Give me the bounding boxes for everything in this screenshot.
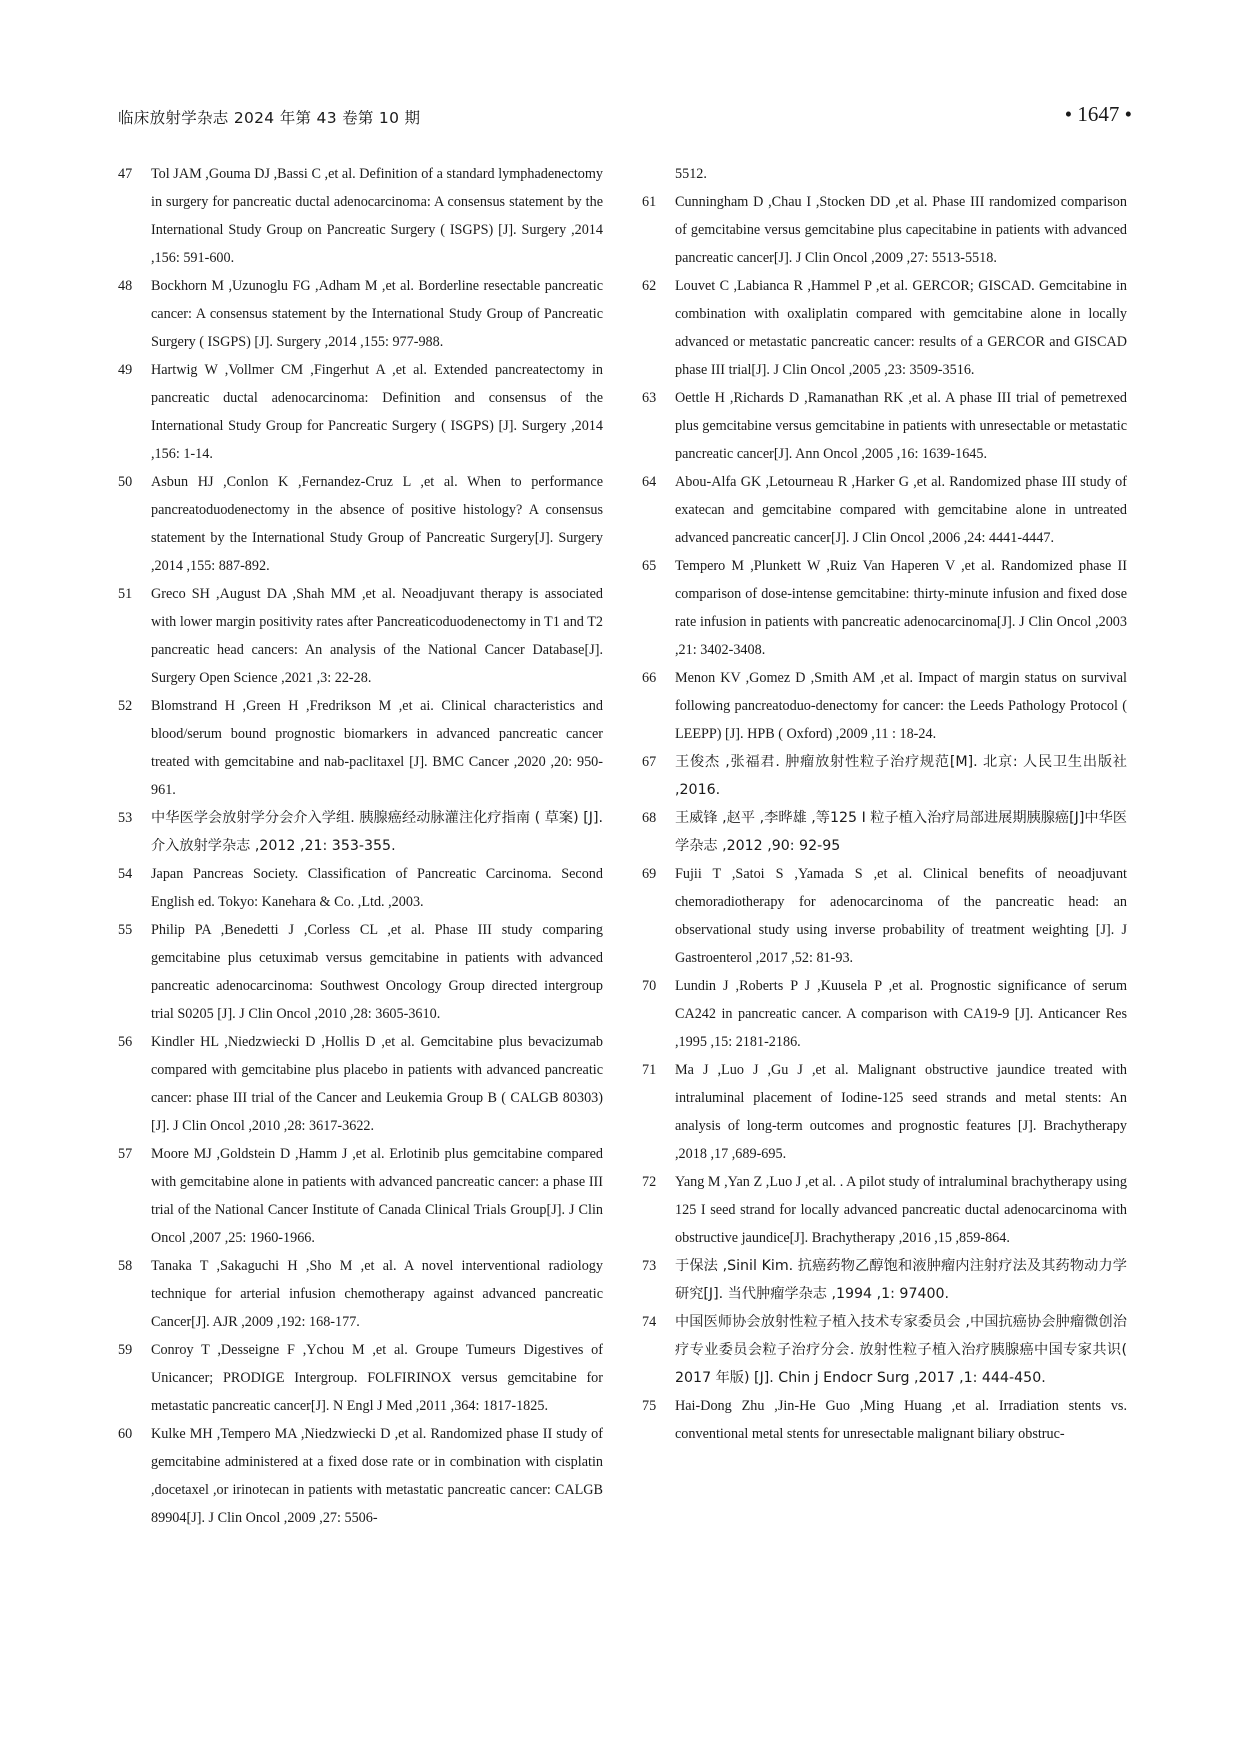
reference-text: Ma J ,Luo J ,Gu J ,et al. Malignant obstructive jaundice treated with intraluminal placement of Iodine-125 seed strands and metal stents: An analysis of long-term outcomes and prognostic features [J]. Brachytherapy ,2018 ,17 ,689-695.	[675, 1062, 1127, 1162]
reference-text: Oettle H ,Richards D ,Ramanathan RK ,et al. A phase III trial of pemetrexed plus gemcitabine versus gemcitabine in patients with unresectable or metastatic pancreatic cancer[J]. Ann Oncol ,2005 ,16: 1639-1645.	[675, 390, 1127, 462]
reference-text: Kulke MH ,Tempero MA ,Niedzwiecki D ,et al. Randomized phase II study of gemcitabine administered at a fixed dose rate or in combination with cisplatin ,docetaxel ,or irinotecan in patients with metastatic pancreatic cancer: CALGB 89904[J]. J Clin Oncol ,2009 ,27: 5506-	[151, 1426, 603, 1526]
reference-number: 69	[642, 866, 657, 882]
reference-text: Japan Pancreas Society. Classification of Pancreatic Carcinoma. Second English ed. Tokyo: Kanehara & Co. ,Ltd. ,2003.	[151, 866, 603, 910]
reference-item	[118, 1420, 603, 1532]
reference-text: Abou-Alfa GK ,Letourneau R ,Harker G ,et al. Randomized phase III study of exatecan and gemcitabine compared with gemcitabine alone in untreated advanced pancreatic cancer[J]. J Clin Oncol ,2006 ,24: 4441-4447.	[675, 474, 1127, 546]
reference-text: Asbun HJ ,Conlon K ,Fernandez-Cruz L ,et al. When to performance pancreatoduodenectomy in the absence of positive histology? A consensus statement by the International Study Group of Pancreatic Surgery[J]. Surgery ,2014 ,155: 887-892.	[151, 474, 603, 574]
reference-number: 56	[118, 1034, 133, 1050]
reference-item	[118, 1028, 603, 1140]
reference-item	[642, 804, 1127, 860]
reference-text: Blomstrand H ,Green H ,Fredrikson M ,et ai. Clinical characteristics and blood/serum bound prognostic biomarkers in advanced pancreatic cancer treated with gemcitabine and nab-paclitaxel [J]. BMC Cancer ,2020 ,20: 950-961.	[151, 698, 603, 798]
reference-number: 47	[118, 166, 133, 182]
reference-number: 62	[642, 278, 657, 294]
reference-number: 54	[118, 866, 133, 882]
reference-item	[642, 664, 1127, 748]
reference-text: Lundin J ,Roberts P J ,Kuusela P ,et al. Prognostic significance of serum CA242 in pancreatic cancer. A comparison with CA19-9 [J]. Anticancer Res ,1995 ,15: 2181-2186.	[675, 978, 1127, 1050]
reference-text: Tol JAM ,Gouma DJ ,Bassi C ,et al. Definition of a standard lymphadenectomy in surgery for pancreatic ductal adenocarcinoma: A consensus statement by the International Study Group on Pancreatic Surgery ( ISGPS) [J]. Surgery ,2014 ,156: 591-600.	[151, 166, 603, 266]
reference-number: 63	[642, 390, 657, 406]
reference-number: 53	[118, 810, 133, 826]
reference-item	[118, 468, 603, 580]
reference-item	[118, 916, 603, 1028]
page-number: • 1647 •	[1064, 102, 1132, 126]
reference-number: 57	[118, 1146, 133, 1162]
reference-number: 68	[642, 810, 657, 826]
reference-number: 48	[118, 278, 133, 294]
reference-number: 52	[118, 698, 133, 714]
reference-text: Philip PA ,Benedetti J ,Corless CL ,et al. Phase III study comparing gemcitabine plus cetuximab versus gemcitabine in patients with advanced pancreatic adenocarcinoma: Southwest Oncology Group directed intergroup trial S0205 [J]. J Clin Oncol ,2010 ,28: 3605-3610.	[151, 922, 603, 1022]
reference-number: 66	[642, 670, 657, 686]
reference-item	[642, 384, 1127, 468]
reference-item	[118, 272, 603, 356]
reference-item	[118, 1140, 603, 1252]
reference-number: 75	[642, 1398, 657, 1414]
reference-text: Fujii T ,Satoi S ,Yamada S ,et al. Clinical benefits of neoadjuvant chemoradiotherapy for adenocarcinoma of the pancreatic head: an observational study using inverse probability of treatment weighting [J]. J Gastroenterol ,2017 ,52: 81-93.	[675, 866, 1127, 966]
reference-number: 73	[642, 1258, 657, 1274]
reference-item	[642, 1252, 1127, 1308]
reference-text: Bockhorn M ,Uzunoglu FG ,Adham M ,et al. Borderline resectable pancreatic cancer: A consensus statement by the International Study Group of Pancreatic Surgery ( ISGPS) [J]. Surgery ,2014 ,155: 977-988.	[151, 278, 603, 350]
reference-number: 55	[118, 922, 133, 938]
right-column	[642, 160, 1127, 1448]
reference-item	[118, 692, 603, 804]
reference-number: 72	[642, 1174, 657, 1190]
reference-text: Hai-Dong Zhu ,Jin-He Guo ,Ming Huang ,et al. Irradiation stents vs. conventional metal stents for unresectable malignant biliary obstruc-	[675, 1398, 1127, 1442]
page-header	[118, 102, 1132, 138]
reference-text: 于保法 ,Sinil Kim. 抗癌药物乙醇饱和液肿瘤内注射疗法及其药物动力学研究[J]. 当代肿瘤学杂志 ,1994 ,1: 97400.	[675, 1258, 1127, 1302]
reference-continuation: 5512.	[675, 166, 707, 182]
reference-item	[642, 272, 1127, 384]
reference-item	[642, 552, 1127, 664]
reference-text: Hartwig W ,Vollmer CM ,Fingerhut A ,et al. Extended pancreatectomy in pancreatic ductal adenocarcinoma: Definition and consensus of the International Study Group for Pancreatic Surgery ( ISGPS) [J]. Surgery ,2014 ,156: 1-14.	[151, 362, 603, 462]
reference-item	[118, 804, 603, 860]
reference-number: 61	[642, 194, 657, 210]
reference-item	[118, 160, 603, 272]
reference-number: 67	[642, 754, 657, 770]
reference-text: Cunningham D ,Chau I ,Stocken DD ,et al. Phase III randomized comparison of gemcitabine versus gemcitabine plus capecitabine in patients with advanced pancreatic cancer[J]. J Clin Oncol ,2009 ,27: 5513-5518.	[675, 194, 1127, 266]
reference-item	[642, 468, 1127, 552]
reference-number: 58	[118, 1258, 133, 1274]
reference-number: 50	[118, 474, 133, 490]
reference-text: Greco SH ,August DA ,Shah MM ,et al. Neoadjuvant therapy is associated with lower margin positivity rates after Pancreaticoduodenectomy in T1 and T2 pancreatic head cancers: An analysis of the National Cancer Database[J]. Surgery Open Science ,2021 ,3: 22-28.	[151, 586, 603, 686]
reference-text: Moore MJ ,Goldstein D ,Hamm J ,et al. Erlotinib plus gemcitabine compared with gemcitabine alone in patients with advanced pancreatic cancer: a phase III trial of the National Cancer Institute of Canada Clinical Trials Group[J]. J Clin Oncol ,2007 ,25: 1960-1966.	[151, 1146, 603, 1246]
reference-text: 中国医师协会放射性粒子植入技术专家委员会 ,中国抗癌协会肿瘤微创治疗专业委员会粒子治疗分会. 放射性粒子植入治疗胰腺癌中国专家共识( 2017 年版) [J]. Chin j Endocr Surg ,2017 ,1: 444-450.	[675, 1314, 1127, 1386]
reference-item	[642, 972, 1127, 1056]
reference-number: 64	[642, 474, 657, 490]
reference-text: Conroy T ,Desseigne F ,Ychou M ,et al. Groupe Tumeurs Digestives of Unicancer; PRODIGE Intergroup. FOLFIRINOX versus gemcitabine for metastatic pancreatic cancer[J]. N Engl J Med ,2011 ,364: 1817-1825.	[151, 1342, 603, 1414]
reference-item	[642, 1056, 1127, 1168]
reference-item	[118, 580, 603, 692]
reference-text: Yang M ,Yan Z ,Luo J ,et al. . A pilot study of intraluminal brachytherapy using 125 I seed strand for locally advanced pancreatic ductal adenocarcinoma with obstructive jaundice[J]. Brachytherapy ,2016 ,15 ,859-864.	[675, 1174, 1127, 1246]
reference-text: Menon KV ,Gomez D ,Smith AM ,et al. Impact of margin status on survival following pancreatoduo-denectomy for cancer: the Leeds Pathology Protocol ( LEEPP) [J]. HPB ( Oxford) ,2009 ,11 : 18-24.	[675, 670, 1127, 742]
reference-item	[642, 1308, 1127, 1392]
reference-number: 71	[642, 1062, 657, 1078]
reference-number: 51	[118, 586, 133, 602]
reference-number: 74	[642, 1314, 657, 1330]
reference-text: 王俊杰 ,张福君. 肿瘤放射性粒子治疗规范[M]. 北京: 人民卫生出版社 ,2016.	[675, 754, 1127, 798]
reference-item	[642, 860, 1127, 972]
reference-item	[642, 1392, 1127, 1448]
reference-number: 49	[118, 362, 133, 378]
reference-number: 59	[118, 1342, 133, 1358]
left-column	[118, 160, 603, 1532]
reference-number: 65	[642, 558, 657, 574]
reference-text: 王威锋 ,赵平 ,李晔雄 ,等125 I 粒子植入治疗局部进展期胰腺癌[J]中华医学杂志 ,2012 ,90: 92-95	[675, 810, 1127, 854]
reference-number: 70	[642, 978, 657, 994]
reference-item	[642, 188, 1127, 272]
reference-text: Louvet C ,Labianca R ,Hammel P ,et al. GERCOR; GISCAD. Gemcitabine in combination with oxaliplatin compared with gemcitabine alone in locally advanced or metastatic pancreatic cancer: results of a GERCOR and GISCAD phase III trial[J]. J Clin Oncol ,2005 ,23: 3509-3516.	[675, 278, 1127, 378]
reference-item	[118, 1336, 603, 1420]
reference-item	[118, 356, 603, 468]
reference-text: Tanaka T ,Sakaguchi H ,Sho M ,et al. A novel interventional radiology technique for arterial infusion chemotherapy against advanced pancreatic Cancer[J]. AJR ,2009 ,192: 168-177.	[151, 1258, 603, 1330]
reference-item	[642, 748, 1127, 804]
journal-title: 临床放射学杂志 2024 年第 43 卷第 10 期	[118, 109, 421, 127]
reference-text: Kindler HL ,Niedzwiecki D ,Hollis D ,et al. Gemcitabine plus bevacizumab compared with gemcitabine plus placebo in patients with advanced pancreatic cancer: phase III trial of the Cancer and Leukemia Group B ( CALGB 80303) [J]. J Clin Oncol ,2010 ,28: 3617-3622.	[151, 1034, 603, 1134]
reference-number: 60	[118, 1426, 133, 1442]
reference-item	[642, 1168, 1127, 1252]
reference-item	[118, 1252, 603, 1336]
reference-text: Tempero M ,Plunkett W ,Ruiz Van Haperen V ,et al. Randomized phase II comparison of dose-intense gemcitabine: thirty-minute infusion and fixed dose rate infusion in patients with pancreatic adenocarcinoma[J]. J Clin Oncol ,2003 ,21: 3402-3408.	[675, 558, 1127, 658]
reference-item	[118, 860, 603, 916]
reference-text: 中华医学会放射学分会介入学组. 胰腺癌经动脉灌注化疗指南 ( 草案) [J]. 介入放射学杂志 ,2012 ,21: 353-355.	[151, 810, 603, 854]
